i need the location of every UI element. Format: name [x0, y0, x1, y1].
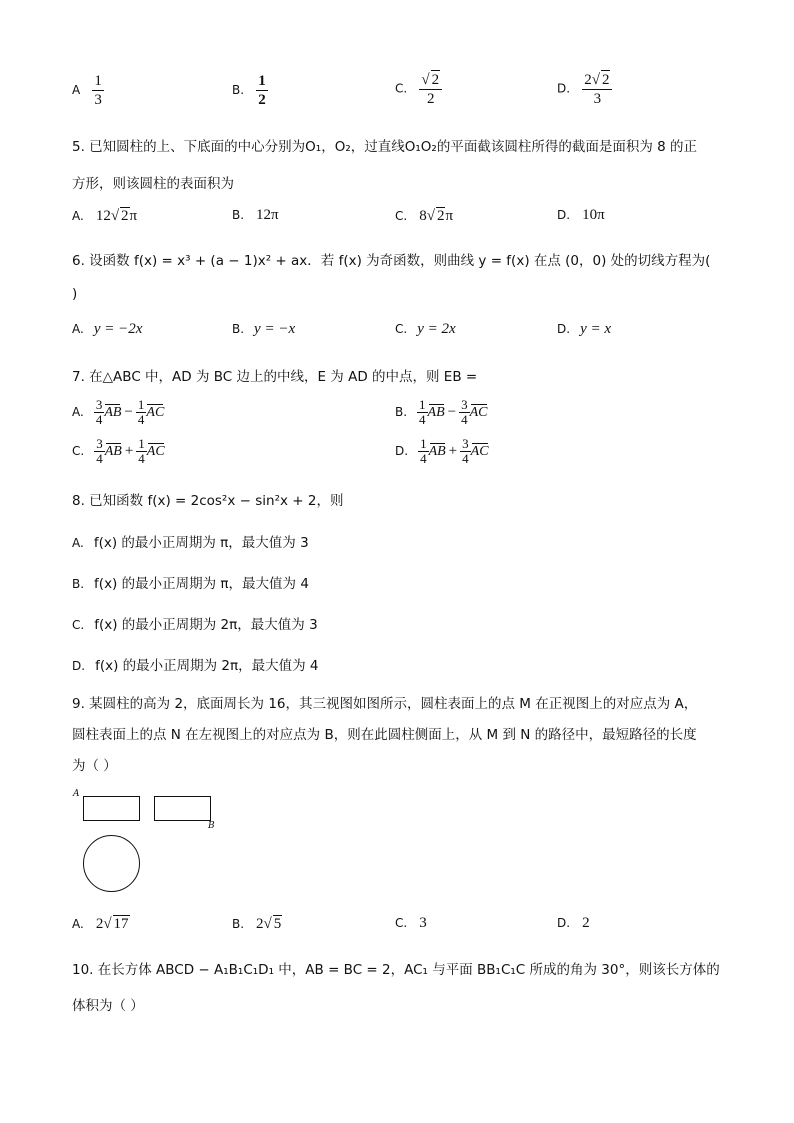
fraction: [94, 437, 105, 466]
denominator: 4: [138, 451, 145, 466]
denominator: 4: [137, 412, 145, 427]
q6-option-d[interactable]: [557, 321, 611, 338]
option-coef: 2: [256, 916, 264, 932]
point-b-label: B: [208, 821, 215, 831]
option-expression: [94, 397, 165, 427]
option-label: B.: [232, 917, 245, 931]
fraction: $\frac{1}{2}$: [258, 73, 266, 108]
vector-ac: AC: [469, 404, 488, 420]
option-label: C.: [395, 322, 408, 336]
radicand: 5: [273, 916, 282, 932]
numerator: 1: [420, 436, 427, 451]
radical: √ 2: [110, 208, 129, 224]
fraction: [136, 398, 147, 427]
option-label: D.: [557, 208, 571, 222]
fraction: [417, 398, 428, 427]
q4-option-c[interactable]: [395, 70, 442, 108]
option-label: C.: [395, 916, 408, 930]
fraction: [460, 437, 471, 466]
q7-option-b[interactable]: [395, 398, 488, 427]
q6-option-c[interactable]: [395, 321, 456, 338]
fraction: [94, 398, 105, 427]
point-a-label: A: [73, 789, 80, 799]
option-value: [419, 915, 427, 931]
option-expression: [94, 436, 165, 466]
q9-option-b[interactable]: [232, 915, 282, 933]
option-coef: 2: [582, 915, 590, 931]
numerator: 1: [138, 436, 145, 451]
q9-stem-line1: 9. 某圆柱的高为 2，底面周长为 16，其三视图如图所示，圆柱表面上的点 M 在正视图上的对应点为 A，: [72, 696, 698, 712]
option-coef: 12π: [256, 207, 279, 223]
q7-option-d[interactable]: [395, 437, 489, 466]
vector-ac: AC: [470, 443, 489, 459]
option-expression: [418, 436, 489, 466]
q9-option-a[interactable]: [72, 915, 130, 933]
numerator: 3: [96, 436, 103, 451]
vector-ab: AB: [104, 443, 122, 459]
option-label: C.: [395, 81, 408, 96]
option-value: [419, 208, 453, 224]
option-label: B.: [232, 208, 245, 222]
option-label: A.: [72, 404, 84, 419]
option-label: D.: [557, 81, 571, 96]
option-coef: 10π: [582, 207, 605, 223]
option-label: C.: [72, 443, 85, 458]
option-label: D.: [557, 916, 571, 930]
option-label: A: [72, 83, 81, 97]
q9-option-c[interactable]: [395, 915, 427, 932]
q5-option-d[interactable]: [557, 207, 605, 224]
option-value: [582, 915, 590, 931]
operator: −: [447, 403, 457, 420]
q4-option-b[interactable]: [232, 72, 268, 109]
denominator: 4: [461, 412, 468, 427]
option-value: [582, 207, 605, 223]
q8-option-a[interactable]: [72, 531, 309, 551]
option-coef: 3: [419, 915, 427, 931]
q5-option-a[interactable]: [72, 207, 137, 225]
option-text: f(x) 的最小正周期为 2π，最大值为 4: [95, 658, 319, 674]
numerator: 3: [462, 436, 469, 451]
q7-option-a[interactable]: [72, 398, 164, 427]
option-value: [96, 208, 137, 224]
operator: +: [124, 442, 134, 459]
operator: −: [124, 403, 133, 420]
q6-stem-line1: 6. 设函数 f(x) = x³ + (a − 1)x² + ax．若 f(x) 为奇函数，则曲线 y = f(x) 在点 (0，0) 处的切线方程为(: [72, 253, 711, 269]
option-text: f(x) 的最小正周期为 π，最大值为 3: [93, 535, 309, 551]
q8-option-c[interactable]: [72, 613, 318, 633]
q7-stem-line1: 7. 在△ABC 中，AD 为 BC 边上的中线，E 为 AD 的中点，则 EB =: [72, 369, 478, 385]
q4-option-d[interactable]: [557, 70, 612, 108]
operator: +: [448, 442, 458, 459]
q5-option-b[interactable]: [232, 207, 279, 224]
option-value: [96, 916, 130, 932]
radicand: 2: [121, 208, 129, 224]
option-expression: [417, 397, 488, 427]
numerator: 3: [95, 397, 103, 412]
q5-stem-line2: 方形，则该圆柱的表面积为: [72, 176, 234, 192]
option-text: f(x) 的最小正周期为 2π，最大值为 3: [94, 617, 318, 633]
q4-option-a[interactable]: [72, 72, 104, 109]
top-view-circle: [83, 835, 140, 892]
option-suffix: π: [445, 208, 454, 224]
option-value: [256, 207, 279, 223]
q10-stem-line1: 10. 在长方体 ABCD − A₁B₁C₁D₁ 中，AB = BC = 2，AC₁ 与平面 BB₁C₁C 所成的角为 30°，则该长方体的: [72, 962, 720, 978]
option-label: D.: [395, 443, 409, 458]
q8-stem-line1: 8. 已知函数 f(x) = 2cos²x − sin²x + 2，则: [72, 493, 344, 509]
option-suffix: π: [129, 208, 138, 224]
radical: √ 5: [263, 916, 282, 932]
fraction: [459, 398, 470, 427]
vector-ac: AC: [146, 404, 165, 420]
vector-ab: AB: [104, 404, 122, 420]
front-view-rect: [83, 796, 140, 821]
vector-ac: AC: [146, 443, 165, 459]
option-text: y = x: [580, 321, 611, 337]
q9-option-d[interactable]: [557, 915, 590, 932]
q10-stem-line2: 体积为（ ）: [72, 998, 144, 1014]
radical: √ 17: [103, 916, 129, 932]
option-coef: 8: [419, 208, 427, 224]
option-label: B.: [395, 404, 408, 419]
q7-option-c[interactable]: [72, 437, 165, 466]
denominator: 4: [96, 451, 103, 466]
numerator: 1: [419, 397, 426, 412]
option-label: D.: [557, 322, 571, 336]
q6-option-a[interactable]: [72, 321, 142, 338]
q5-option-c[interactable]: [395, 207, 453, 225]
option-value: [256, 916, 282, 932]
denominator: 4: [95, 412, 103, 427]
radicand: 2: [436, 208, 445, 224]
option-label: A.: [72, 536, 84, 550]
option-label: B.: [72, 577, 85, 591]
q8-option-b[interactable]: [72, 572, 309, 592]
option-coef: 12: [95, 208, 111, 224]
radicand: 17: [113, 916, 129, 932]
option-label: A.: [72, 917, 84, 931]
fraction: $\frac{√ 2}{2}$: [419, 70, 442, 108]
option-label: A.: [72, 209, 84, 223]
fraction: $\frac{2√ 2}{3}$: [582, 70, 612, 108]
option-label: C.: [72, 618, 85, 632]
q9-stem-line3: 为（ ）: [72, 758, 117, 774]
numerator: 1: [137, 397, 145, 412]
option-label: B.: [232, 83, 245, 97]
denominator: 4: [419, 412, 426, 427]
side-view-rect: [154, 796, 211, 821]
vector-ab: AB: [427, 404, 445, 420]
option-coef: 2: [95, 916, 104, 932]
denominator: 4: [462, 451, 469, 466]
option-label: C.: [395, 209, 408, 223]
option-text: y = −2x: [93, 321, 143, 337]
option-label: A.: [72, 322, 84, 336]
option-text: f(x) 的最小正周期为 π，最大值为 4: [94, 576, 309, 592]
vector-ab: AB: [428, 443, 446, 459]
fraction: [136, 437, 147, 466]
q5-stem-line1: 5. 已知圆柱的上、下底面的中心分别为O₁，O₂，过直线O₁O₂的平面截该圆柱所得的截面是面积为 8 的正: [72, 139, 697, 155]
numerator: 3: [461, 397, 468, 412]
denominator: 4: [420, 451, 427, 466]
option-label: D.: [72, 659, 86, 673]
radical: √ 2: [426, 208, 445, 224]
q9-stem-line2: 圆柱表面上的点 N 在左视图上的对应点为 B，则在此圆柱侧面上，从 M 到 N 的路径中，最短路径的长度: [72, 727, 697, 743]
fraction: [418, 437, 429, 466]
option-label: B.: [232, 322, 245, 336]
q8-option-d[interactable]: [72, 654, 319, 674]
fraction: $\frac{1}{3}$: [94, 73, 102, 108]
q6-stem-line2: ): [72, 286, 78, 302]
option-text: y = −x: [254, 321, 296, 337]
q6-option-b[interactable]: [232, 321, 295, 338]
option-text: y = 2x: [417, 321, 456, 337]
